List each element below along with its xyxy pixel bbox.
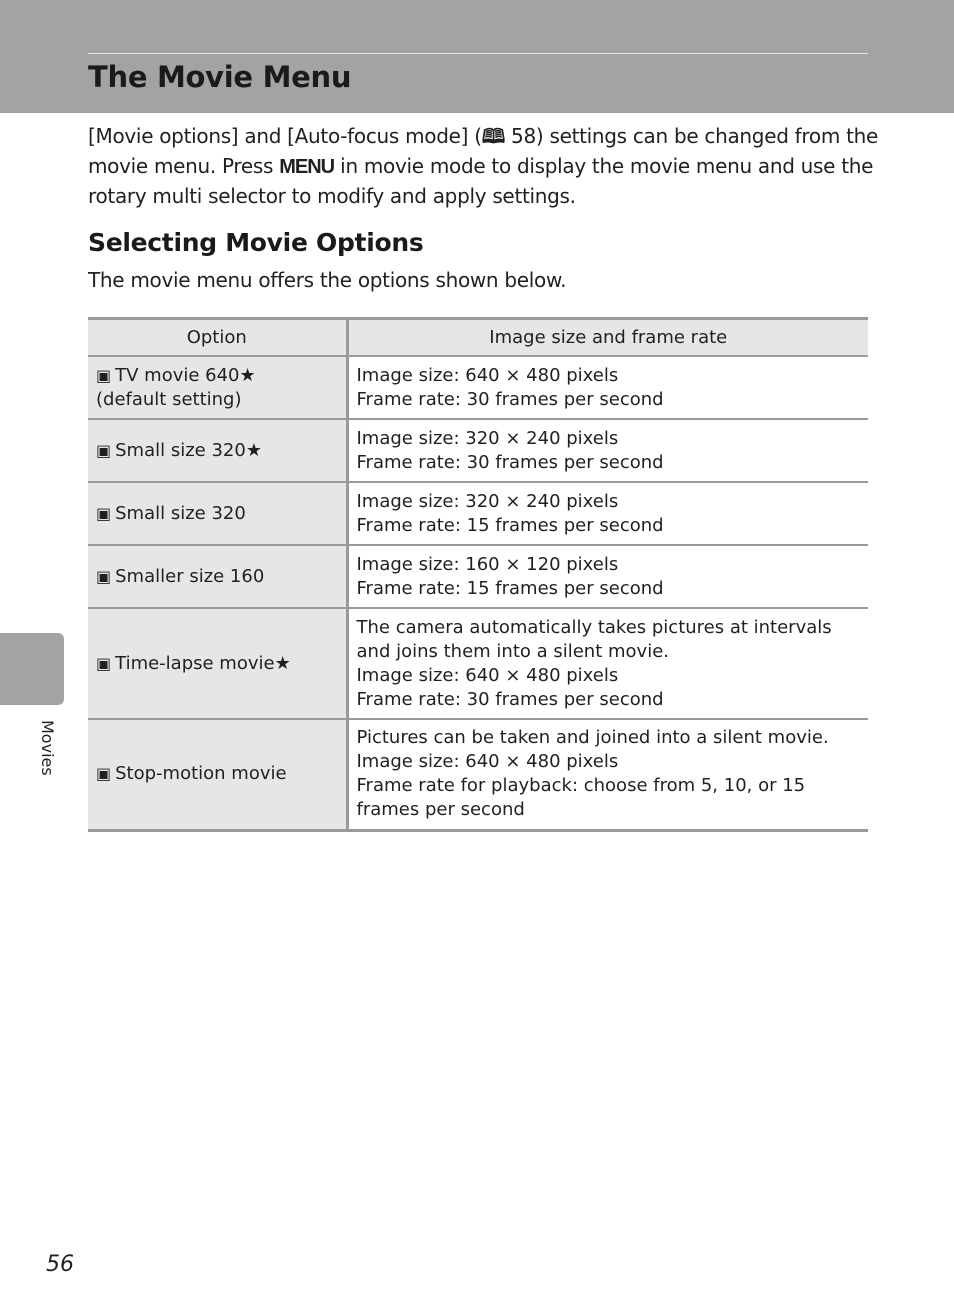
intro-paragraph bbox=[88, 122, 878, 212]
option-label: Stop-motion movie bbox=[115, 763, 287, 785]
description-line: Image size: 320 × 240 pixels bbox=[356, 427, 619, 449]
description-cell bbox=[347, 482, 868, 545]
header-rule bbox=[88, 53, 868, 54]
time-lapse-icon: ▣ bbox=[96, 653, 112, 673]
small-movie-15-icon: ▣ bbox=[96, 503, 112, 523]
description-line: Image size: 640 × 480 pixels bbox=[356, 751, 619, 773]
side-tab-label: Movies bbox=[38, 720, 57, 776]
description-line: Image size: 640 × 480 pixels bbox=[356, 364, 619, 386]
option-label: Small size 320 bbox=[115, 502, 246, 524]
description-line: Frame rate: 30 frames per second bbox=[356, 451, 664, 473]
intro-text-1: [Movie options] and [Auto-focus mode] ( bbox=[88, 124, 482, 148]
header-band bbox=[0, 0, 954, 113]
section-subtitle: The movie menu offers the options shown below. bbox=[88, 268, 567, 292]
description-cell bbox=[347, 356, 868, 419]
header-image-size: Image size and frame rate bbox=[347, 319, 868, 357]
small-movie-30-icon: ▣ bbox=[96, 440, 112, 460]
menu-button-icon: MENU bbox=[279, 155, 335, 178]
table-row bbox=[88, 482, 868, 545]
option-label: Small size 320★ bbox=[115, 439, 262, 461]
table-row bbox=[88, 545, 868, 608]
stop-motion-icon: ▣ bbox=[96, 764, 112, 784]
description-cell bbox=[347, 545, 868, 608]
option-note: (default setting) bbox=[96, 388, 242, 410]
header-option: Option bbox=[88, 319, 347, 357]
intro-text-3: in movie mode to display the movie menu and use the rotary multi selector to modify and apply settings. bbox=[88, 153, 874, 208]
description-line: Frame rate: 30 frames per second bbox=[356, 688, 664, 710]
description-cell bbox=[347, 608, 868, 719]
option-label: Time-lapse movie★ bbox=[115, 652, 291, 674]
page-number: 56 bbox=[46, 1252, 74, 1277]
movie-options-table bbox=[88, 317, 868, 832]
table-row bbox=[88, 719, 868, 830]
description-cell bbox=[347, 719, 868, 830]
table-row bbox=[88, 608, 868, 719]
option-cell bbox=[88, 608, 347, 719]
description-line: Frame rate: 15 frames per second bbox=[356, 514, 664, 536]
option-cell bbox=[88, 545, 347, 608]
option-cell bbox=[88, 482, 347, 545]
description-line: Frame rate: 30 frames per second bbox=[356, 388, 664, 410]
option-label: Smaller size 160 bbox=[115, 565, 265, 587]
tv-movie-icon: ▣ bbox=[96, 365, 112, 385]
description-cell bbox=[347, 419, 868, 482]
description-line: Frame rate: 15 frames per second bbox=[356, 577, 664, 599]
table-row bbox=[88, 356, 868, 419]
option-label: TV movie 640★ bbox=[115, 364, 256, 386]
book-reference-icon: 🕮 bbox=[481, 124, 505, 148]
intro-text-2: 58) settings can be changed from the movie menu. Press bbox=[88, 124, 878, 178]
description-line: Image size: 320 × 240 pixels bbox=[356, 490, 619, 512]
option-cell bbox=[88, 419, 347, 482]
section-title: Selecting Movie Options bbox=[88, 228, 424, 257]
page-title: The Movie Menu bbox=[88, 60, 352, 94]
option-cell bbox=[88, 356, 347, 419]
description-line: Image size: 640 × 480 pixels bbox=[356, 664, 619, 686]
smaller-movie-icon: ▣ bbox=[96, 566, 112, 586]
description-line: Image size: 160 × 120 pixels bbox=[356, 553, 619, 575]
description-line: Pictures can be taken and joined into a silent movie. bbox=[356, 727, 829, 749]
side-tab bbox=[0, 633, 64, 705]
description-line: The camera automatically takes pictures at intervals and joins them into a silent movie. bbox=[356, 616, 832, 662]
table-row bbox=[88, 419, 868, 482]
description-line: Frame rate for playback: choose from 5, 10, or 15 frames per second bbox=[356, 775, 806, 821]
option-cell bbox=[88, 719, 347, 830]
table-header-row bbox=[88, 319, 868, 357]
